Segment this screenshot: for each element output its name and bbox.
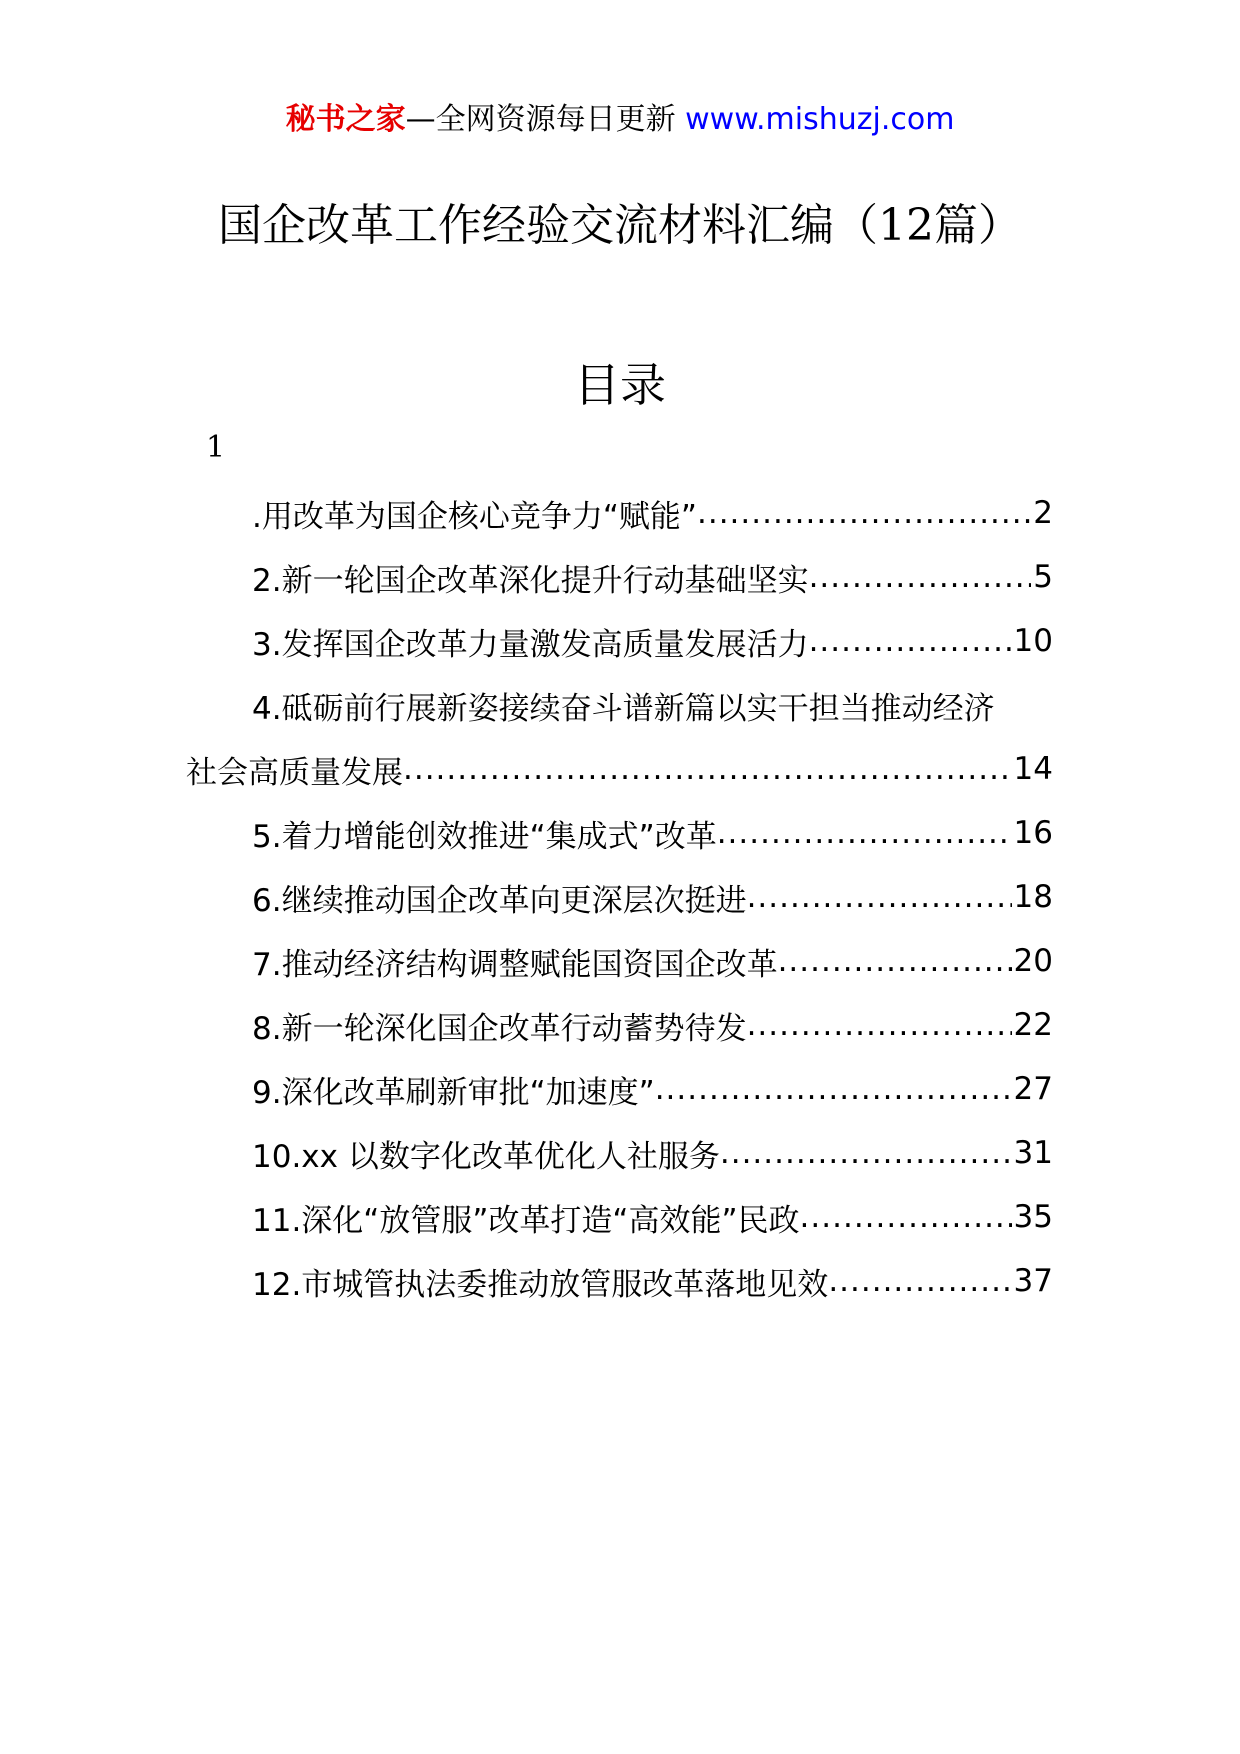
toc-entry-page: 22 (1013, 1007, 1053, 1043)
toc-leader-dots (778, 943, 1012, 979)
toc-entry-1[interactable] (252, 485, 1053, 541)
toc-entry-10[interactable] (252, 1125, 1053, 1181)
toc-entry-page: 27 (1013, 1071, 1053, 1107)
toc-entry-page: 37 (1013, 1263, 1053, 1299)
toc-entry-continuation: 社会高质量发展 (186, 754, 403, 791)
toc-entry-page: 14 (1013, 751, 1053, 787)
toc-leader-dots (697, 495, 1031, 531)
toc-entry-5[interactable] (252, 805, 1053, 861)
toc-entry-label: 3.发挥国企改革力量激发高质量发展活力 (252, 626, 809, 663)
toc-entry-11[interactable] (252, 1189, 1053, 1245)
toc-entry-label: 4.砥砺前行展新姿接续奋斗谱新篇以实干担当推动经济 (252, 690, 995, 727)
toc-entry-6[interactable] (252, 869, 1053, 925)
banner-tagline: —全网资源每日更新 (405, 102, 686, 137)
toc-entry-label: 2.新一轮国企改革深化提升行动基础坚实 (252, 562, 809, 599)
toc-entry-4[interactable] (252, 677, 1053, 733)
toc-entry-page: 16 (1013, 815, 1053, 851)
toc-leader-dots (747, 879, 1012, 915)
toc-entry-8[interactable] (252, 997, 1053, 1053)
page-marker: 1 (206, 430, 226, 465)
toc-leader-dots (828, 1263, 1011, 1299)
toc-entry-page: 35 (1013, 1199, 1053, 1235)
toc-leader-dots (747, 1007, 1012, 1043)
toc-leader-dots (800, 1199, 1012, 1235)
title-suffix: 篇） (934, 200, 1022, 251)
toc-leader-dots (809, 623, 1012, 659)
toc-leader-dots (403, 751, 1012, 787)
toc-entry-label: 12.市城管执法委推动放管服改革落地见效 (252, 1266, 829, 1303)
banner-brand: 秘书之家 (285, 102, 406, 137)
title-prefix: 国企改革工作经验交流材料汇编（ (218, 200, 878, 251)
toc-entry-label: .用改革为国企核心竞争力“赋能” (252, 498, 697, 535)
banner-url-link[interactable]: www.mishuzj.com (685, 102, 955, 137)
toc-entry-label: 8.新一轮深化国企改革行动蓄势待发 (252, 1010, 747, 1047)
toc-entry-page: 5 (1033, 559, 1053, 595)
toc-entry-page: 2 (1033, 495, 1053, 531)
toc-entry-label: 7.推动经济结构调整赋能国资国企改革 (252, 946, 778, 983)
toc-entry-3[interactable] (252, 613, 1053, 669)
toc-entry-label: 11.深化“放管服”改革打造“高效能”民政 (252, 1202, 800, 1239)
toc-entry-label: 10.xx 以数字化改革优化人社服务 (252, 1138, 720, 1175)
toc-leader-dots (809, 559, 1032, 595)
toc-entry-label: 6.继续推动国企改革向更深层次挺进 (252, 882, 747, 919)
toc-entry-page: 31 (1013, 1135, 1053, 1171)
toc-entry-4-continuation[interactable] (186, 741, 1053, 797)
toc-entry-9[interactable] (252, 1061, 1053, 1117)
toc-leader-dots (720, 1135, 1012, 1171)
toc-entry-page: 10 (1013, 623, 1053, 659)
toc-heading: 目录 (574, 358, 666, 412)
toc-entry-12[interactable] (252, 1253, 1053, 1309)
toc-entry-page: 20 (1013, 943, 1053, 979)
toc-entry-label: 5.着力增能创效推进“集成式”改革 (252, 818, 717, 855)
title-count: 12 (878, 200, 934, 251)
toc-entry-7[interactable] (252, 933, 1053, 989)
toc-entry-2[interactable] (252, 549, 1053, 605)
toc-leader-dots (717, 815, 1012, 851)
toc-entry-page: 18 (1013, 879, 1053, 915)
toc-leader-dots (655, 1071, 1012, 1107)
toc-entry-label: 9.深化改革刷新审批“加速度” (252, 1074, 655, 1111)
